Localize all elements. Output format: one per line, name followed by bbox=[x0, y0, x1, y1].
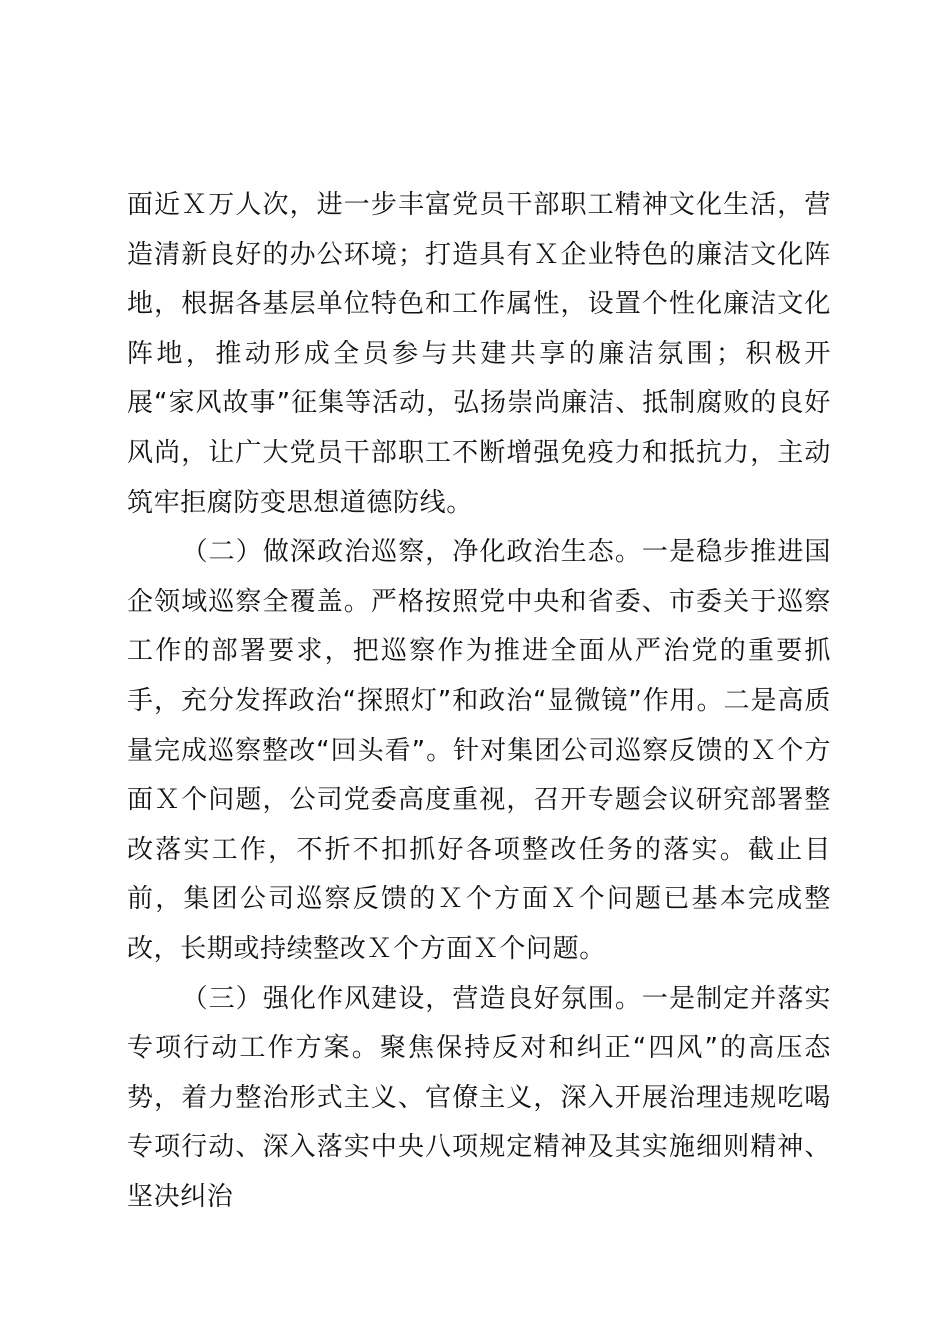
paragraph-political-inspection: （二）做深政治巡察，净化政治生态。一是稳步推进国企领域巡察全覆盖。严格按照党中央和省委、市委关于巡察工作的部署要求，把巡察作为推进全面从严治党的重要抓手，充分发挥政治“探照灯”和政治“显微镜”作用。二是高质量完成巡察整改“回头看”。针对集团公司巡察反馈的Ｘ个方面Ｘ个问题，公司党委高度重视，召开专题会议研究部署整改落实工作，不折不扣抓好各项整改任务的落实。截止目前，集团公司巡察反馈的Ｘ个方面Ｘ个问题已基本完成整改，长期或持续整改Ｘ个方面Ｘ个问题。 bbox=[127, 537, 831, 964]
document-body bbox=[127, 181, 831, 1222]
paragraph-work-style: （三）强化作风建设，营造良好氛围。一是制定并落实专项行动工作方案。聚焦保持反对和纠正“四风”的高压态势，着力整治形式主义、官僚主义，深入开展治理违规吃喝专项行动、深入落实中央八项规定精神及其实施细则精神、坚决纠治 bbox=[127, 983, 831, 1212]
paragraph-continuation: 面近Ｘ万人次，进一步丰富党员干部职工精神文化生活，营造清新良好的办公环境；打造具有Ｘ企业特色的廉洁文化阵地，根据各基层单位特色和工作属性，设置个性化廉洁文化阵地，推动形成全员参与共建共享的廉洁氛围；积极开展“家风故事”征集等活动，弘扬崇尚廉洁、抵制腐败的良好风尚，让广大党员干部职工不断增强免疫力和抵抗力，主动筑牢拒腐防变思想道德防线。 bbox=[127, 190, 831, 518]
